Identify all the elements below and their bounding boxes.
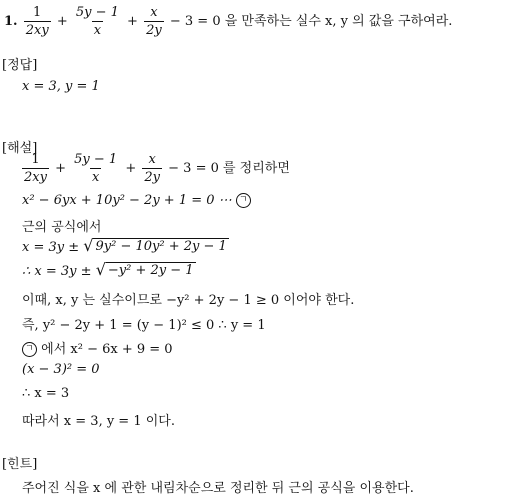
fraction: $\frac{x}{2y}$: [144, 152, 160, 185]
answer-value: x = 3, y = 1: [22, 79, 100, 94]
solution-line: x² − 6yx + 10y² − 2y + 1 = 0 ⋯ ㄱ: [22, 193, 251, 208]
solution-line: 즉, y² − 2y + 1 = (y − 1)² ≤ 0 ∴ y = 1: [22, 318, 266, 333]
fraction: $\frac{x}{2y}$: [146, 5, 162, 38]
solution-line: 이때, x, y 는 실수이므로 −y² + 2y − 1 ≥ 0 이어야 한다.: [22, 293, 355, 308]
problem-text: 을 만족하는 실수 x, y 의 값을 구하여라.: [224, 14, 453, 29]
circled-mark: ㄱ: [236, 193, 251, 208]
problem-number: 1.: [4, 14, 18, 29]
solution-line: 따라서 x = 3, y = 1 이다.: [22, 414, 175, 429]
solution-line: ∴ x = 3: [22, 386, 70, 401]
hint-text: 주어진 식을 x 에 관한 내림차순으로 정리한 뒤 근의 공식을 이용한다.: [22, 481, 414, 496]
solution-equation: $\frac{1}{2xy}$ + $\frac{5y - 1}{x}$ + $\frac{x}{2y}$ − 3 = 0 를 정리하면: [24, 152, 290, 185]
hint-label: [힌트]: [2, 457, 38, 472]
solution-line: x = 3y ± √ 9y² − 10y² + 2y − 1: [22, 236, 227, 255]
circled-mark: ㄱ: [22, 342, 37, 357]
fraction: $\frac{5y - 1}{x}$: [75, 5, 119, 38]
square-root: √ −y² + 2y − 1: [95, 260, 194, 279]
solution-label: [해설]: [2, 141, 38, 156]
problem-statement: 1. $\frac{1}{2xy}$ + $\frac{5y - 1}{x}$ + $\frac{x}{2y}$ − 3 = 0 을 만족하는 실수 x, y 의 값을 구하여라.: [4, 5, 453, 38]
solution-line: (x − 3)² = 0: [22, 362, 100, 377]
fraction: $\frac{5y - 1}{x}$: [74, 152, 118, 185]
answer-label: [정답]: [2, 58, 38, 73]
solution-line: 근의 공식에서: [22, 220, 102, 235]
fraction: $\frac{1}{2xy}$: [24, 152, 47, 185]
square-root: √ 9y² − 10y² + 2y − 1: [83, 236, 227, 255]
solution-line: ㄱ 에서 x² − 6x + 9 = 0: [22, 338, 173, 357]
fraction: $\frac{1}{2xy}$: [25, 5, 49, 38]
solution-line: ∴ x = 3y ± √ −y² + 2y − 1: [22, 260, 194, 279]
